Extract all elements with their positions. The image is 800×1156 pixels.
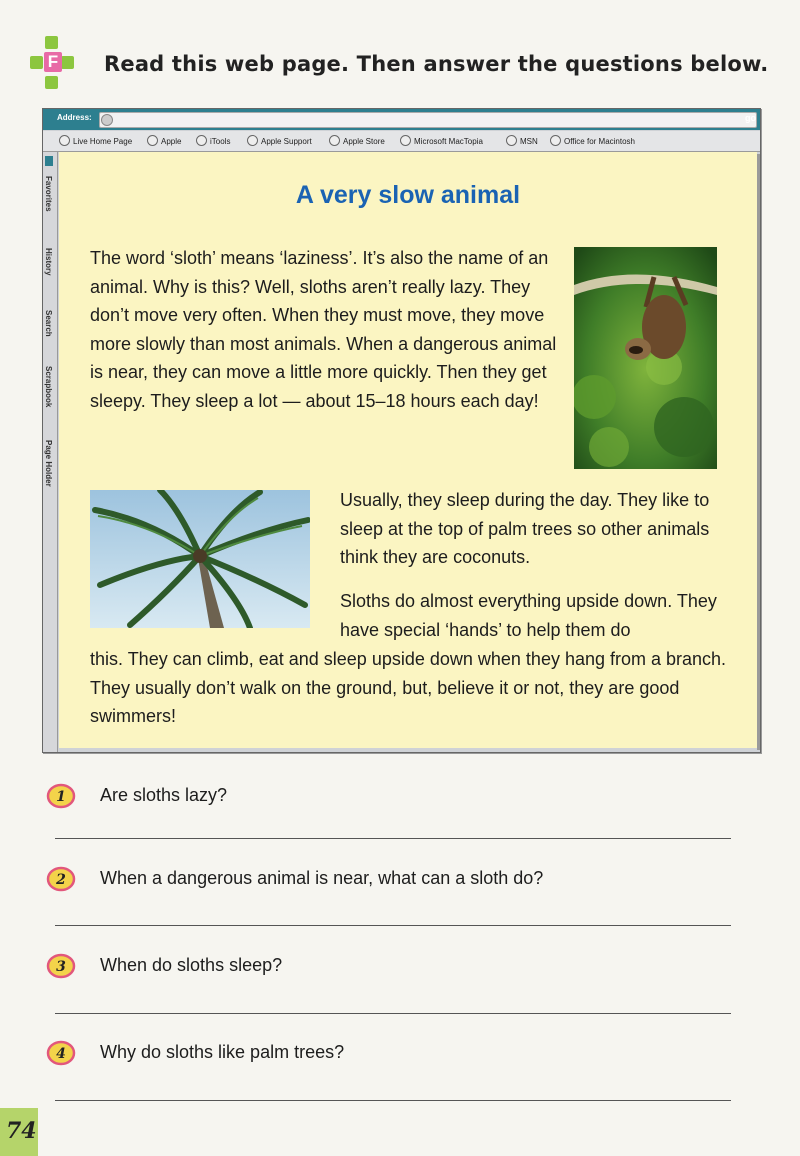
favorite-live-home-page[interactable]: Live Home Page [59, 135, 132, 146]
paragraph-3-end: this. They can climb, eat and sleep upside down when they hang from a branch. They usually don’t walk on the ground, but, believe it or not, they are good swimmers! [90, 649, 727, 727]
paragraph-3-start: Sloths do almost everything upside down. They have special ‘hands’ to help them do [340, 591, 717, 640]
sidebar-grip-icon[interactable] [45, 156, 53, 166]
tab-page-holder[interactable]: Page Holder [44, 440, 53, 487]
section-letter: F [44, 52, 62, 72]
favorite-apple-store[interactable]: Apple Store [329, 135, 385, 146]
instruction-text: Read this web page. Then answer the questions below. [104, 52, 769, 76]
globe-icon [247, 135, 258, 146]
globe-icon [329, 135, 340, 146]
tab-history[interactable]: History [44, 248, 53, 276]
page-icon [101, 114, 113, 126]
favorite-itools[interactable]: iTools [196, 135, 230, 146]
question-number-badge [46, 1040, 76, 1066]
answer-line-2[interactable] [55, 925, 731, 926]
address-label: Address: [57, 113, 92, 122]
question-number: 4 [56, 1046, 66, 1062]
browser-window [42, 108, 761, 753]
globe-icon [550, 135, 561, 146]
question-number-badge [46, 953, 76, 979]
go-button[interactable]: go [745, 113, 756, 123]
page-number-tab [0, 1108, 38, 1156]
question-number: 2 [56, 872, 66, 888]
page-number: 74 [6, 1118, 37, 1144]
answer-line-1[interactable] [55, 838, 731, 839]
question-text: Are sloths lazy? [100, 785, 228, 805]
globe-icon [59, 135, 70, 146]
sloth-photo [574, 247, 717, 469]
favorite-microsoft-mactopia[interactable]: Microsoft MacTopia [400, 135, 483, 146]
paragraph-1: The word ‘sloth’ means ‘laziness’. It’s also the name of an animal. Why is this? Well, sloths aren’t really lazy. They don’t move very often. When they must move, they move more slowly than most animals. When a dangerous animal is near, they can move a little more quickly. Then they get sleepy. They sleep a lot — about 15–18 hours each day! [90, 248, 557, 411]
tab-favorites[interactable]: Favorites [44, 176, 53, 212]
tab-scrapbook[interactable]: Scrapbook [44, 366, 53, 408]
favorites-bar [43, 131, 760, 152]
answer-line-3[interactable] [55, 1013, 731, 1014]
page-title: A very slow animal [295, 181, 521, 209]
globe-icon [506, 135, 517, 146]
globe-icon [400, 135, 411, 146]
question-number-badge [46, 783, 76, 809]
favorite-apple-support[interactable]: Apple Support [247, 135, 312, 146]
content-shadow [757, 154, 760, 750]
tab-search[interactable]: Search [44, 310, 53, 337]
question-number: 1 [56, 789, 66, 805]
address-input[interactable] [99, 112, 757, 128]
favorite-apple[interactable]: Apple [147, 135, 181, 146]
question-text: When a dangerous animal is near, what can a sloth do? [100, 868, 544, 888]
favorite-office-for-macintosh[interactable]: Office for Macintosh [550, 135, 635, 146]
question-number-badge [46, 866, 76, 892]
answer-line-4[interactable] [55, 1100, 731, 1101]
globe-icon [147, 135, 158, 146]
web-page-content [59, 152, 757, 748]
question-text: When do sloths sleep? [100, 955, 283, 975]
palm-tree-photo [90, 490, 310, 628]
question-text: Why do sloths like palm trees? [100, 1042, 345, 1062]
question-number: 3 [56, 959, 66, 975]
globe-icon [196, 135, 207, 146]
paragraph-2: Usually, they sleep during the day. They like to sleep at the top of palm trees so other animals think they are coconuts. [340, 490, 710, 568]
section-f-icon [30, 36, 74, 90]
address-bar [43, 109, 760, 130]
favorite-msn[interactable]: MSN [506, 135, 538, 146]
sidebar-tabs [43, 152, 58, 752]
